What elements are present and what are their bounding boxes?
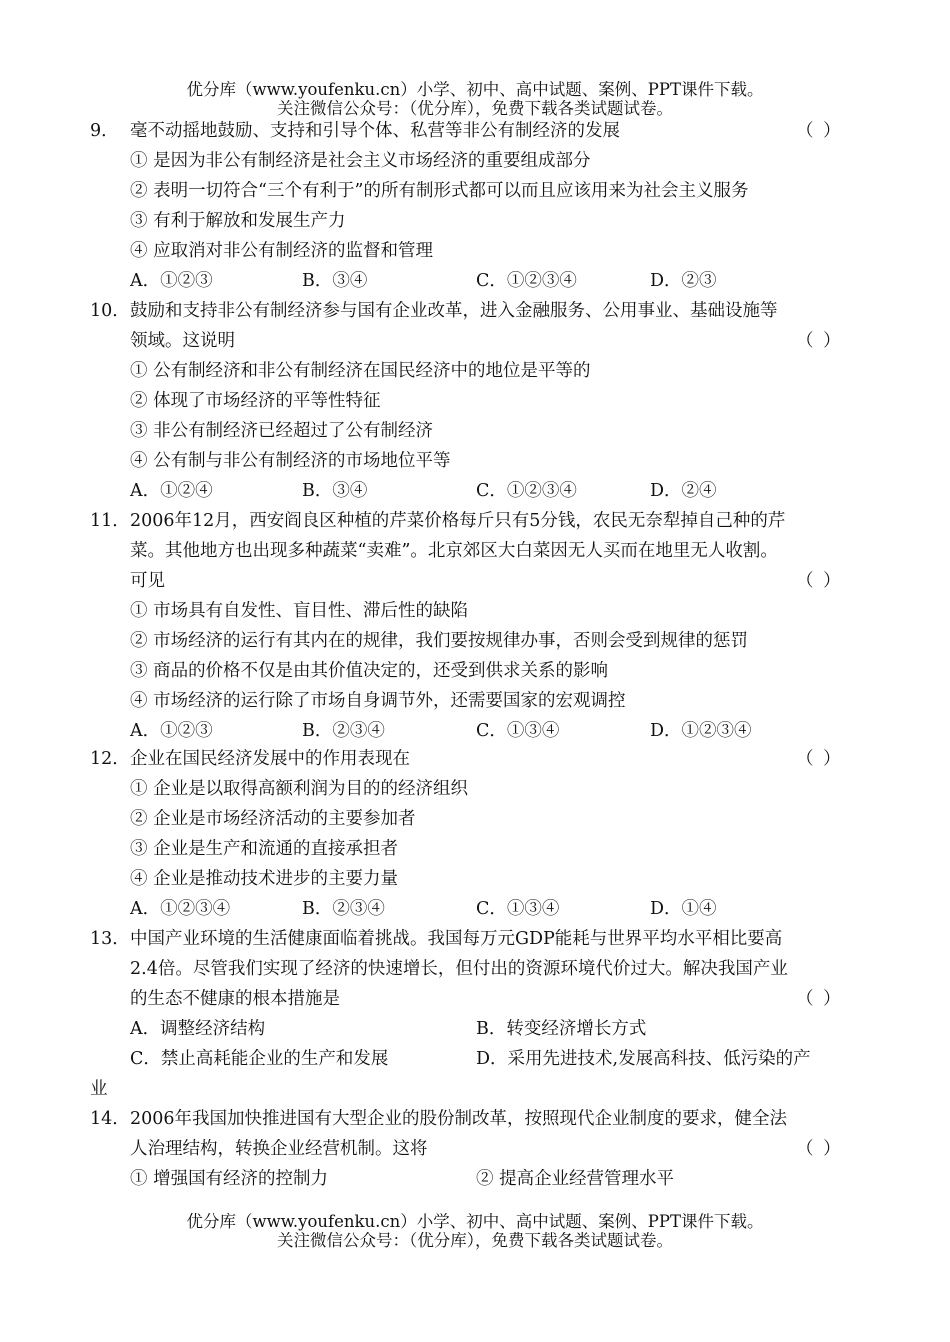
choice-item: ③ 非公有制经济已经超过了公有制经济 bbox=[130, 421, 434, 441]
choice-item: ③ 有利于解放和发展生产力 bbox=[130, 211, 346, 231]
question-stem: 的生态不健康的根本措施是 bbox=[130, 989, 340, 1009]
answer-bracket: （ ） bbox=[796, 1139, 843, 1159]
option-a: A．①②③④ bbox=[130, 899, 231, 919]
choice-item: ③ 企业是生产和流通的直接承担者 bbox=[130, 839, 399, 859]
option-a: A．调整经济结构 bbox=[130, 1019, 266, 1039]
choice-item: ④ 公有制与非公有制经济的市场地位平等 bbox=[130, 451, 451, 471]
option-d: D．①④ bbox=[650, 899, 717, 919]
choice-item: ① 市场具有自发性、盲目性、滞后性的缺陷 bbox=[130, 601, 469, 621]
question-number: 13． bbox=[90, 929, 130, 949]
answer-bracket: （ ） bbox=[796, 989, 843, 1009]
answer-options bbox=[0, 1014, 950, 1044]
choice-item: ② 提高企业经营管理水平 bbox=[476, 1169, 675, 1189]
option-b: B．转变经济增长方式 bbox=[476, 1019, 647, 1039]
option-b: B．③④ bbox=[302, 481, 368, 501]
choice-item: ④ 应取消对非公有制经济的监督和管理 bbox=[130, 241, 434, 261]
option-d: D．②④ bbox=[650, 481, 717, 501]
option-c: C．禁止高耗能企业的生产和发展 bbox=[130, 1049, 389, 1069]
choice-item: ① 增强国有经济的控制力 bbox=[130, 1169, 329, 1189]
option-d: D．①②③④ bbox=[650, 721, 752, 741]
question-number: 9． bbox=[90, 121, 119, 141]
option-c: C．①②③④ bbox=[476, 481, 577, 501]
question-stem: 毫不动摇地鼓励、支持和引导个体、私营等非公有制经济的发展 bbox=[130, 121, 620, 141]
answer-options bbox=[0, 894, 950, 924]
header-line-1: 优分库（www.youfenku.cn）小学、初中、高中试题、案例、PPT课件下载。 bbox=[186, 80, 764, 99]
question-stem: 中国产业环境的生活健康面临着挑战。我国每万元GDP能耗与世界平均水平相比要高 bbox=[130, 929, 783, 949]
question-stem: 可见 bbox=[130, 571, 165, 591]
question-number: 12． bbox=[90, 749, 130, 769]
answer-bracket: （ ） bbox=[796, 331, 843, 351]
choice-item: ④ 企业是推动技术进步的主要力量 bbox=[130, 869, 399, 889]
choice-item: ② 市场经济的运行有其内在的规律，我们要按规律办事，否则会受到规律的惩罚 bbox=[130, 631, 749, 651]
choice-item: ① 企业是以取得高额利润为目的的经济组织 bbox=[130, 779, 469, 799]
option-b: B．②③④ bbox=[302, 721, 385, 741]
option-c: C．①③④ bbox=[476, 899, 560, 919]
choice-item: ① 公有制经济和非公有制经济在国民经济中的地位是平等的 bbox=[130, 361, 591, 381]
option-b: B．②③④ bbox=[302, 899, 385, 919]
page-footer bbox=[0, 1212, 950, 1250]
question-stem: 2.4倍。尽管我们实现了经济的快速增长，但付出的资源环境代价过大。解决我国产业 bbox=[130, 959, 788, 979]
question-number: 14． bbox=[90, 1109, 130, 1129]
choice-item: ② 企业是市场经济活动的主要参加者 bbox=[130, 809, 416, 829]
question-stem: 领域。这说明 bbox=[130, 331, 235, 351]
option-a: A．①②④ bbox=[130, 481, 213, 501]
option-a: A．①②③ bbox=[130, 721, 213, 741]
answer-options bbox=[0, 266, 950, 296]
question-stem: 人治理结构，转换企业经营机制。这将 bbox=[130, 1139, 428, 1159]
question-stem: 鼓励和支持非公有制经济参与国有企业改革，进入金融服务、公用事业、基础设施等 bbox=[130, 301, 778, 321]
option-a: A．①②③ bbox=[130, 271, 213, 291]
option-d: D．采用先进技术,发展高科技、低污染的产 bbox=[476, 1049, 811, 1069]
question-number: 11． bbox=[90, 511, 130, 531]
question-stem: 2006年12月，西安阎良区种植的芹菜价格每斤只有5分钱，农民无奈犁掉自己种的芹 bbox=[130, 511, 786, 531]
choice-item: ① 是因为非公有制经济是社会主义市场经济的重要组成部分 bbox=[130, 151, 591, 171]
answer-bracket: （ ） bbox=[796, 749, 843, 769]
choice-item: ② 体现了市场经济的平等性特征 bbox=[130, 391, 381, 411]
option-d-overflow: 业 bbox=[90, 1079, 108, 1099]
footer-line-1: 优分库（www.youfenku.cn）小学、初中、高中试题、案例、PPT课件下载。 bbox=[186, 1212, 764, 1231]
page-header bbox=[0, 80, 950, 118]
choice-item: ② 表明一切符合“三个有利于”的所有制形式都可以而且应该用来为社会主义服务 bbox=[130, 181, 749, 201]
choice-item: ③ 商品的价格不仅是由其价值决定的，还受到供求关系的影响 bbox=[130, 661, 609, 681]
choice-item: ④ 市场经济的运行除了市场自身调节外，还需要国家的宏观调控 bbox=[130, 691, 626, 711]
answer-options bbox=[0, 716, 950, 746]
answer-options bbox=[0, 1044, 950, 1074]
header-line-2: 关注微信公众号：（优分库），免费下载各类试题试卷。 bbox=[277, 99, 673, 118]
option-c: C．①②③④ bbox=[476, 271, 577, 291]
answer-bracket: （ ） bbox=[796, 571, 843, 591]
answer-bracket: （ ） bbox=[796, 121, 843, 141]
question-number: 10． bbox=[90, 301, 130, 321]
option-d: D．②③ bbox=[650, 271, 717, 291]
question-stem: 企业在国民经济发展中的作用表现在 bbox=[130, 749, 410, 769]
question-stem: 2006年我国加快推进国有大型企业的股份制改革，按照现代企业制度的要求，健全法 bbox=[130, 1109, 788, 1129]
option-c: C．①③④ bbox=[476, 721, 560, 741]
option-b: B．③④ bbox=[302, 271, 368, 291]
answer-options bbox=[0, 476, 950, 506]
question-stem: 菜。其他地方也出现多种蔬菜“卖难”。北京郊区大白菜因无人买而在地里无人收割。 bbox=[130, 541, 778, 561]
footer-line-2: 关注微信公众号：（优分库），免费下载各类试题试卷。 bbox=[277, 1231, 673, 1250]
